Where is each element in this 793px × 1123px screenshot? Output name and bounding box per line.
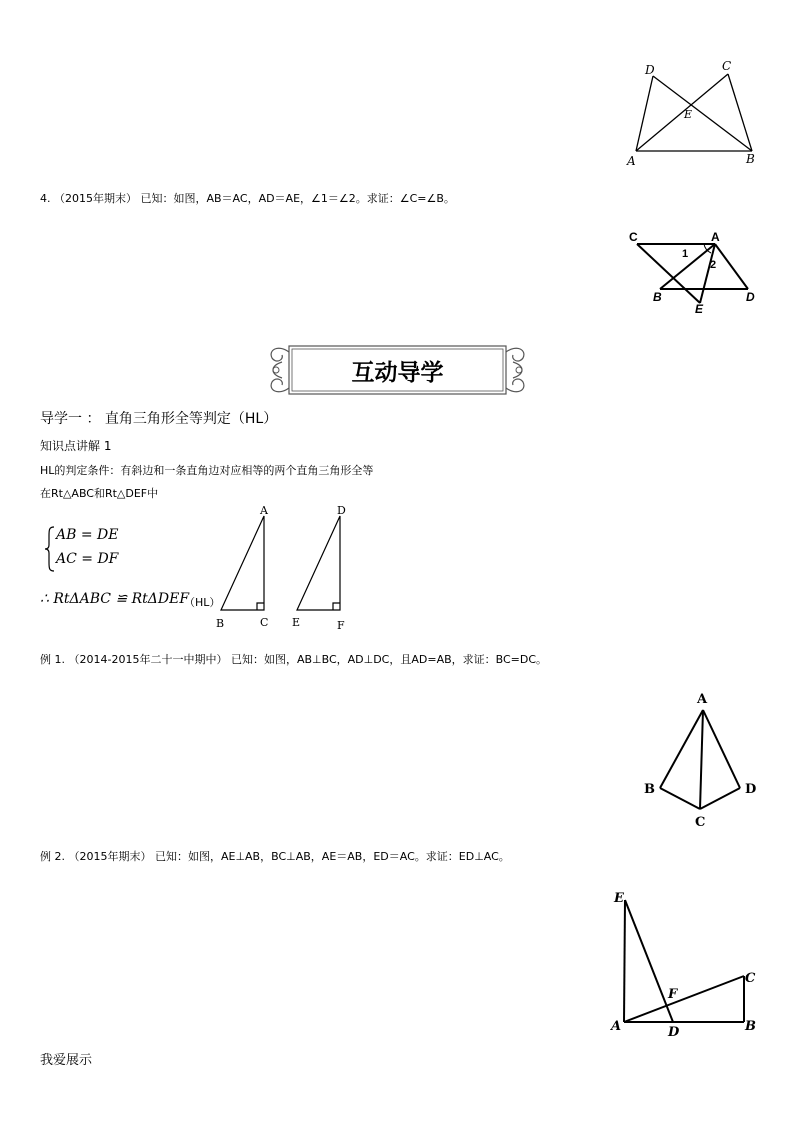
hl-condition: HL的判定条件：有斜边和一条直角边对应相等的两个直角三角形全等 [40,464,374,477]
proof-conclusion: ∴ RtΔABC ≌ RtΔDEF [40,591,190,607]
proof-line-2: AC = DF [56,551,119,567]
label-D: D [645,63,655,77]
figure-diagonals [618,56,768,171]
section-heading: 导学一 ： 直角三角形全等判定（HL） [40,411,278,427]
example-1-text: 例 1. （2014-2015年二十一中期中） 已知：如图，AB⊥BC，AD⊥DC，且AD=AB，求证：BC=DC。 [40,653,548,666]
banner-title: 互动导学 [351,358,444,386]
example-2-text: 例 2. （2015年期末） 已知：如图，AE⊥AB，BC⊥AB，AE＝AB，ED＝AC。求证：ED⊥AC。 [40,850,510,863]
label-B: B [746,152,755,166]
footer-show: 我爱展示 [40,1053,93,1068]
label-C: C [260,616,269,629]
label-C: C [745,971,756,986]
label-angle-2: 2 [710,259,717,271]
label-E: E [684,108,693,121]
problem-4-text: 4. （2015年期末） 已知：如图，AB＝AC，AD＝AE，∠1＝∠2。求证：∠C=∠B。 [40,192,455,205]
proof-tag: （HL） [184,596,221,609]
label-E: E [292,616,301,629]
label-C: C [722,59,732,73]
hl-context: 在Rt△ABC和Rt△DEF中 [40,487,159,500]
label-B: B [745,1019,756,1034]
label-A: A [711,230,720,244]
label-A: A [611,1019,622,1034]
figure-example-2 [606,884,766,1040]
label-B: B [653,290,662,304]
label-D: D [745,782,757,797]
proof-line-1: AB = DE [56,527,119,543]
label-D: D [337,504,346,517]
figure-example-1 [636,686,766,832]
label-F: F [337,619,345,632]
label-B: B [216,617,225,630]
label-F: F [668,987,678,1002]
label-A: A [260,504,268,517]
brace-icon [44,526,56,572]
label-B: B [644,782,655,797]
knowledge-point: 知识点讲解 1 [40,439,112,453]
label-D: D [746,290,755,304]
label-C: C [695,815,706,830]
label-C: C [629,230,638,244]
label-E: E [614,891,624,906]
label-A: A [627,154,636,168]
label-E: E [695,302,704,316]
figure-hl-triangles [210,500,360,635]
label-angle-1: 1 [682,248,689,260]
figure-problem-4 [622,226,762,318]
label-A: A [697,692,708,707]
label-D: D [668,1025,680,1040]
